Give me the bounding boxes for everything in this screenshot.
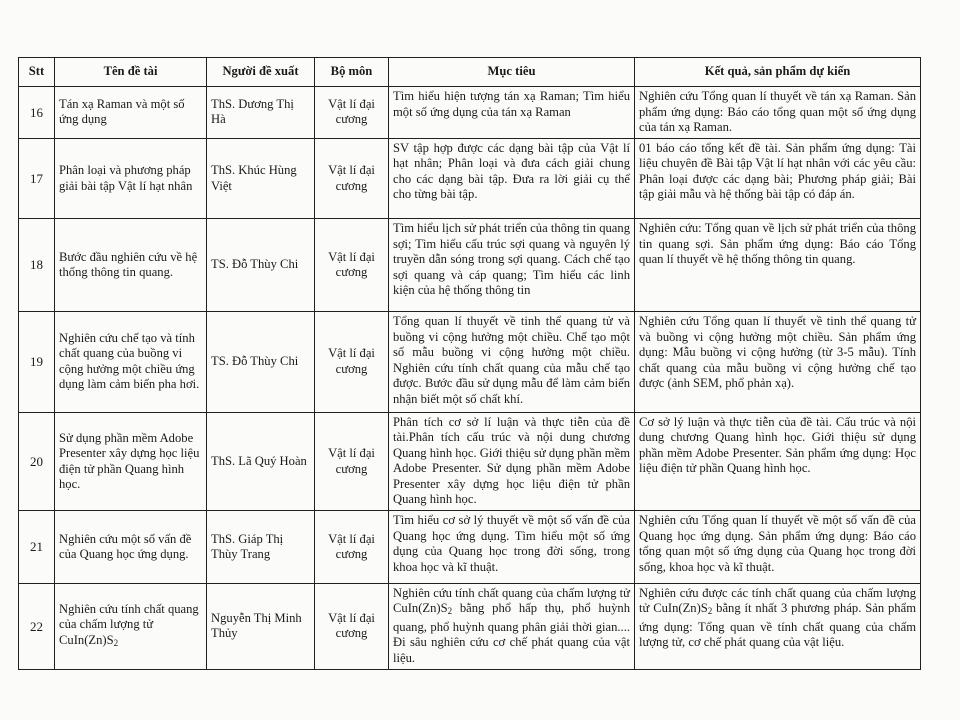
row-title [55, 583, 207, 669]
row-result: Nghiên cứu: Tổng quan về lịch sử phát triển của thông tin quang sợi. Sản phẩm ứng dụng: Báo cáo Tổng quan lí thuyết về hệ thống thông tin quang. [635, 219, 921, 312]
table-row [19, 219, 921, 312]
row-title: Nghiên cứu một số vấn đề của Quang học ứng dụng. [55, 511, 207, 583]
table-row [19, 511, 921, 583]
row-result: Nghiên cứu Tổng quan lí thuyết về tinh thể quang tử và buồng vi cộng hưởng một chiều. Sản phẩm ứng dụng: Mẫu buồng vi cộng hưởng (từ 3-5 mẫu). Tính chất quang của mẫu buồng vi cộng hưởng chế tạo được (ảnh SEM, phổ phản xạ). [635, 312, 921, 413]
row-title-subscript: 2 [113, 637, 119, 648]
row-stt: 22 [19, 583, 55, 669]
row-goal: Phân tích cơ sở lí luận và thực tiễn của đề tài.Phân tích cấu trúc và nội dung chương Quang hình học. Giới thiệu sử dụng phần mềm Adobe Presenter. Sử dụng phần mềm Adobe Presenter xây dựng học liệu điện tử phần Quang hình học. [389, 412, 635, 511]
table-row [19, 412, 921, 511]
table-row [19, 138, 921, 219]
row-result [635, 583, 921, 669]
row-result: Nghiên cứu Tổng quan lí thuyết về một số vấn đề của Quang học ứng dụng. Sản phẩm ứng dụng: Báo cáo tổng quan một số ứng dụng của Quang học trong đời sống, khoa học và kĩ thuật. [635, 511, 921, 583]
header-stt: Stt [19, 58, 55, 87]
row-title: Bước đầu nghiên cứu về hệ thống thông tin quang. [55, 219, 207, 312]
row-result-text: Nghiên cứu được các tính chất quang của chấm lượng tử CuIn(Zn)S [639, 585, 916, 616]
research-topics-table [18, 57, 921, 670]
table-row [19, 583, 921, 669]
row-result-subscript: 2 [707, 606, 713, 617]
header-result: Kết quả, sản phẩm dự kiến [635, 58, 921, 87]
row-goal: Tìm hiểu cơ sở lý thuyết về một số vấn đề của Quang học ứng dụng. Tìm hiểu một số ứng dụng của Quang học trong đời sống, trong khoa học và kĩ thuật. [389, 511, 635, 583]
row-proposer: ThS. Giáp Thị Thùy Trang [207, 511, 315, 583]
row-stt: 21 [19, 511, 55, 583]
row-stt: 18 [19, 219, 55, 312]
header-title: Tên đề tài [55, 58, 207, 87]
row-result: 01 báo cáo tổng kết đề tài. Sản phẩm ứng dụng: Tài liệu chuyên đề Bài tập Vật lí hạt nhân với các yêu cầu: Phân loại được các dạng bài; Phương pháp giải; Bài tập giải mẫu và hệ thống bài tập có đáp án. [635, 138, 921, 219]
row-department: Vật lí đại cương [315, 219, 389, 312]
row-department: Vật lí đại cương [315, 312, 389, 413]
row-proposer: ThS. Khúc Hùng Việt [207, 138, 315, 219]
row-stt: 20 [19, 412, 55, 511]
row-title-text: Nghiên cứu tính chất quang của chấm lượng tử CuIn(Zn)S [59, 601, 199, 647]
table-row [19, 312, 921, 413]
header-proposer: Người đề xuất [207, 58, 315, 87]
row-proposer: TS. Đỗ Thùy Chi [207, 219, 315, 312]
header-department: Bộ môn [315, 58, 389, 87]
row-title: Nghiên cứu chế tạo và tính chất quang của buồng vi cộng hưởng một chiều ứng dụng làm cảm biến pha hơi. [55, 312, 207, 413]
row-stt: 16 [19, 87, 55, 139]
row-title: Phân loại và phương pháp giải bài tập Vật lí hạt nhân [55, 138, 207, 219]
row-goal-text: Nghiên cứu tính chất quang của chấm lượng tử CuIn(Zn)S [393, 585, 630, 616]
row-department: Vật lí đại cương [315, 511, 389, 583]
row-goal [389, 583, 635, 669]
row-goal-text-cont: bằng phổ hấp thụ, phổ huỳnh quang, phổ huỳnh quang phân giải thời gian.... Đi sâu nghiên cứu cơ chế phát quang của vật liệu. [393, 601, 630, 665]
row-proposer: ThS. Dương Thị Hà [207, 87, 315, 139]
row-result-text-cont: bằng ít nhất 3 phương pháp. Sản phẩm ứng dụng: Tổng quan về tính chất quang của chấm lượng tử, cơ chế phát quang của vật liệu. [639, 601, 916, 650]
row-goal: Tổng quan lí thuyết về tinh thể quang tử và buồng vi cộng hưởng một chiều. Chế tạo một số mẫu buồng vi cộng hưởng một chiều. Nghiên cứu tính chất quang của mẫu chế tạo được. Bước đầu sử dụng mẫu để làm cảm biến nhận biết một số chất khí. [389, 312, 635, 413]
row-goal-subscript: 2 [447, 606, 453, 617]
row-department: Vật lí đại cương [315, 583, 389, 669]
row-department: Vật lí đại cương [315, 412, 389, 511]
row-proposer: Nguyễn Thị Minh Thủy [207, 583, 315, 669]
row-department: Vật lí đại cương [315, 87, 389, 139]
row-goal: Tìm hiểu lịch sử phát triển của thông tin quang sợi; Tìm hiểu cấu trúc sợi quang và nguyên lý truyền dẫn sóng trong sợi quang. Cách chế tạo sợi quang và cáp quang; Tìm hiểu các linh kiện của hệ thống thông tin [389, 219, 635, 312]
row-result: Nghiên cứu Tổng quan lí thuyết về tán xạ Raman. Sản phẩm ứng dụng: Báo cáo tổng quan một số ứng dụng của tán xạ Raman. [635, 87, 921, 139]
row-result: Cơ sở lý luận và thực tiễn của đề tài. Cấu trúc và nội dung chương Quang hình học. Giới thiệu sử dụng phần mềm Adobe Presenter. Sản phẩm ứng dụng: Học liệu điện tử phần Quang hình học. [635, 412, 921, 511]
table-header-row [19, 58, 921, 87]
row-proposer: ThS. Lã Quý Hoàn [207, 412, 315, 511]
row-goal: SV tập hợp được các dạng bài tập của Vật lí hạt nhân; Phân loại và đưa cách giải chung cho các dạng bài tập. Đưa ra lời giải cụ thể cho từng bài tập. [389, 138, 635, 219]
row-proposer: TS. Đỗ Thùy Chi [207, 312, 315, 413]
row-stt: 19 [19, 312, 55, 413]
row-title: Sử dụng phần mềm Adobe Presenter xây dựng học liệu điện tử phần Quang hình học. [55, 412, 207, 511]
row-title: Tán xạ Raman và một số ứng dụng [55, 87, 207, 139]
table-row [19, 87, 921, 139]
row-stt: 17 [19, 138, 55, 219]
row-goal: Tìm hiểu hiện tượng tán xạ Raman; Tìm hiểu một số ứng dụng của tán xạ Raman [389, 87, 635, 139]
row-department: Vật lí đại cương [315, 138, 389, 219]
header-goal: Mục tiêu [389, 58, 635, 87]
